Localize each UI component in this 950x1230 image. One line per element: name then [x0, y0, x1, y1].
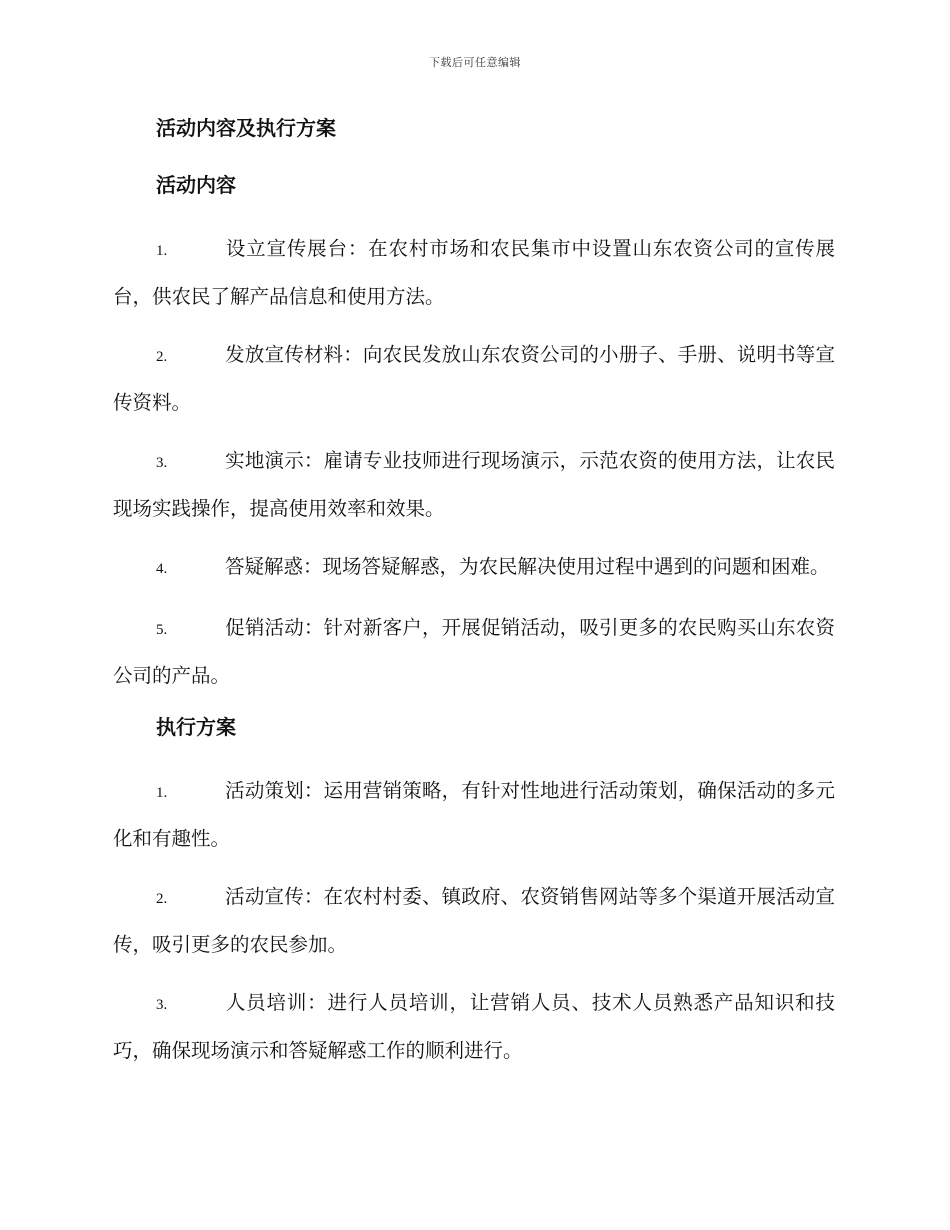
list-item-text: 设立宣传展台：在农村市场和农民集市中设置山东农资公司的宣传展台，供农民了解产品信息和使用方法。	[113, 237, 835, 308]
list-item	[113, 226, 835, 319]
list-item-number: 3.	[156, 455, 168, 471]
list-item	[113, 544, 835, 592]
section-heading-execution-plan: 执行方案	[156, 715, 236, 739]
list-item-number: 4.	[156, 561, 168, 577]
list-item-text: 答疑解惑：现场答疑解惑，为农民解决使用过程中遇到的问题和困难。	[225, 555, 830, 578]
list-item-number: 2.	[156, 349, 168, 365]
list-item-text: 活动宣传：在农村村委、镇政府、农资销售网站等多个渠道开展活动宣传，吸引更多的农民参加。	[113, 885, 835, 956]
list-item-text: 实地演示：雇请专业技师进行现场演示，示范农资的使用方法，让农民现场实践操作，提高使用效率和效果。	[113, 449, 835, 520]
list-item	[113, 874, 835, 967]
list-item	[113, 332, 835, 425]
document-body	[113, 112, 835, 1086]
document-title: 活动内容及执行方案	[156, 116, 336, 140]
section-heading-activity-content: 活动内容	[156, 173, 236, 197]
list-item	[113, 438, 835, 531]
list-item-number: 2.	[156, 891, 168, 907]
header-note: 下载后可任意编辑	[429, 56, 521, 69]
list-item-text: 促销活动：针对新客户，开展促销活动，吸引更多的农民购买山东农资公司的产品。	[113, 616, 835, 687]
list-item-number: 5.	[156, 622, 168, 638]
list-item-number: 1.	[156, 243, 168, 259]
list-item-text: 活动策划：运用营销策略，有针对性地进行活动策划，确保活动的多元化和有趣性。	[113, 779, 835, 850]
list-item	[113, 768, 835, 861]
list-item	[113, 605, 835, 698]
list-item-text: 人员培训：进行人员培训，让营销人员、技术人员熟悉产品知识和技巧，确保现场演示和答疑解惑工作的顺利进行。	[113, 991, 835, 1062]
list-item-number: 1.	[156, 785, 168, 801]
list-item	[113, 980, 835, 1073]
list-item-number: 3.	[156, 997, 168, 1013]
list-item-text: 发放宣传材料：向农民发放山东农资公司的小册子、手册、说明书等宣传资料。	[113, 343, 835, 414]
